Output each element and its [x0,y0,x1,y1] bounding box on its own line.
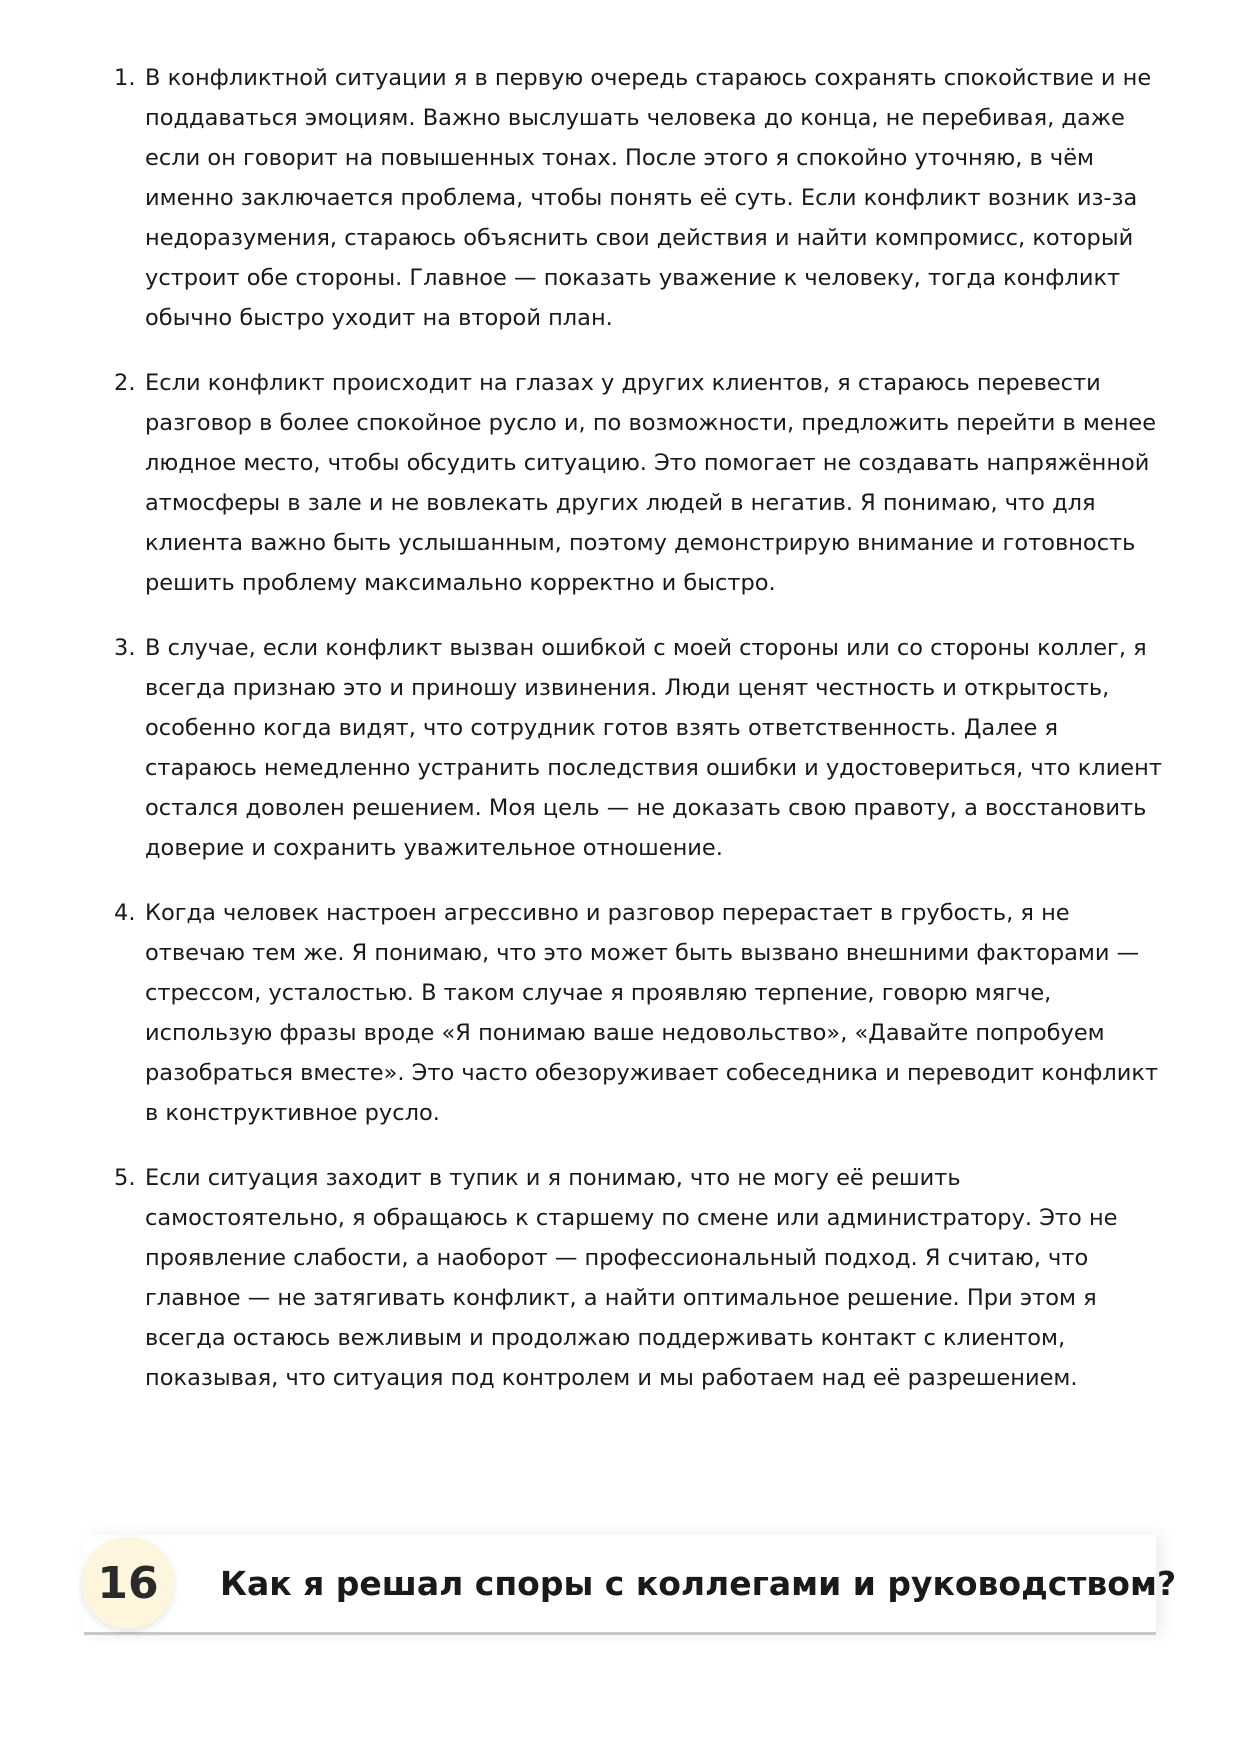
answer-list [112,58,1162,1423]
answer-item-1 [112,58,1162,338]
answer-number: 1. [114,65,136,91]
section-number-badge: 16 [82,1537,174,1629]
answer-item-2 [112,363,1162,603]
answer-number: 4. [114,900,136,926]
section-title: Как я решал споры с коллегами и руководством? [220,1564,1177,1603]
answer-number: 5. [114,1165,136,1191]
answer-text: В конфликтной ситуации я в первую очередь стараюсь сохранять спокойствие и не поддаваться эмоциям. Важно выслушать человека до конца, не перебивая, даже если он говорит на повышенных тонах. После этого я спокойно уточняю, в чём именно заключается проблема, чтобы понять её суть. Если конфликт возник из-за недоразумения, стараюсь объяснить свои действия и найти компромисс, который устроит обе стороны. Главное — показать уважение к человеку, тогда конфликт обычно быстро уходит на второй план. [145,65,1152,331]
answer-number: 2. [114,370,136,396]
section-header [84,1535,1177,1635]
answer-item-5 [112,1158,1162,1398]
answer-text: В случае, если конфликт вызван ошибкой с моей стороны или со стороны коллег, я всегда признаю это и приношу извинения. Люди ценят честность и открытость, особенно когда видят, что сотрудник готов взять ответственность. Далее я стараюсь немедленно устранить последствия ошибки и удостовериться, что клиент остался доволен решением. Моя цель — не доказать свою правоту, а восстановить доверие и сохранить уважительное отношение. [145,635,1162,861]
answer-text: Если ситуация заходит в тупик и я понимаю, что не могу её решить самостоятельно, я обращаюсь к старшему по смене или администратору. Это не проявление слабости, а наоборот — профессиональный подход. Я считаю, что главное — не затягивать конфликт, а найти оптимальное решение. При этом я всегда остаюсь вежливым и продолжаю поддерживать контакт с клиентом, показывая, что ситуация под контролем и мы работаем над её разрешением. [145,1165,1118,1391]
answer-item-4 [112,893,1162,1133]
answer-text: Когда человек настроен агрессивно и разговор перерастает в грубость, я не отвечаю тем же. Я понимаю, что это может быть вызвано внешними факторами — стрессом, усталостью. В таком случае я проявляю терпение, говорю мягче, использую фразы вроде «Я понимаю ваше недовольство», «Давайте попробуем разобраться вместе». Это часто обезоруживает собеседника и переводит конфликт в конструктивное русло. [145,900,1159,1126]
answer-text: Если конфликт происходит на глазах у других клиентов, я стараюсь перевести разговор в более спокойное русло и, по возможности, предложить перейти в менее людное место, чтобы обсудить ситуацию. Это помогает не создавать напряжённой атмосферы в зале и не вовлекать других людей в негатив. Я понимаю, что для клиента важно быть услышанным, поэтому демонстрирую внимание и готовность решить проблему максимально корректно и быстро. [145,370,1157,596]
answer-number: 3. [114,635,136,661]
answer-item-3 [112,628,1162,868]
